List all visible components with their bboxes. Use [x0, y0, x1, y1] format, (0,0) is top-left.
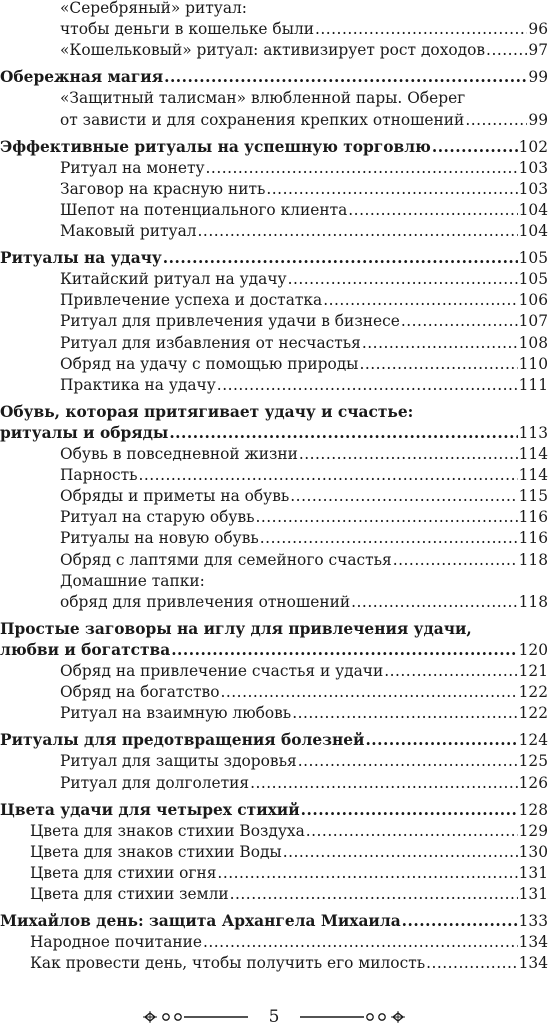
page-number: 5: [268, 1007, 280, 1027]
toc-entry-page: 134: [518, 933, 548, 952]
toc-entry-title: Обряд на привлечение счастья и удачи: [60, 662, 384, 680]
toc-section-entry: [0, 932, 548, 953]
dot-leader: [486, 40, 527, 61]
dot-leader: [290, 486, 517, 507]
toc-section-entry: [0, 221, 548, 242]
toc-entry-title: «Серебряный» ритуал:: [60, 0, 247, 17]
toc-chapter-entry: [0, 730, 548, 751]
dot-leader: [299, 444, 518, 465]
toc-entry-title: Заговор на красную нить: [60, 179, 266, 198]
toc-entry-page: 120: [518, 640, 548, 659]
toc-entry-title: Эффективные ритуалы на успешную торговлю: [0, 137, 431, 156]
toc-chapter-entry: [0, 137, 548, 158]
toc-chapter-entry: [0, 911, 548, 932]
toc-entry-title: Ритуал для избавления от несчастья: [60, 333, 361, 352]
dot-leader: [315, 19, 527, 40]
toc-entry-page: 104: [518, 200, 548, 219]
toc-section-entry: [0, 444, 548, 465]
toc-section-entry: [0, 528, 548, 549]
toc-section-entry: [0, 311, 548, 332]
toc-entry-page: 103: [518, 158, 548, 177]
toc-section-entry: [0, 661, 548, 682]
toc-entry-title: Цвета для знаков стихии Воды: [30, 842, 282, 861]
toc-section-entry: [0, 110, 548, 131]
toc-section-entry: [0, 290, 548, 311]
dot-leader: [351, 592, 517, 613]
toc-section-entry: [0, 953, 548, 974]
toc-entry-title: Домашние тапки:: [60, 571, 205, 590]
page-footer: [0, 1005, 548, 1029]
toc-entry-title: Цвета для стихии огня: [30, 863, 217, 882]
toc-section-entry: [0, 682, 548, 703]
toc-entry-page: 111: [518, 375, 548, 394]
toc-section-entry: [0, 550, 548, 571]
toc-entry-title: Цвета для знаков стихии Воздуха: [30, 821, 305, 840]
toc-entry-page: 105: [518, 249, 548, 268]
dot-leader: [283, 842, 518, 863]
toc-entry-title: обряд для привлечения отношений: [60, 592, 351, 611]
dot-leader: [163, 248, 518, 269]
toc-entry-title: Ритуал на взаимную любовь: [60, 704, 292, 723]
toc-entry-page: 118: [518, 550, 548, 569]
toc-section-entry: [0, 571, 548, 592]
toc-section-entry: [0, 465, 548, 486]
toc-entry-page: 125: [518, 752, 548, 771]
toc-entry-title: Парность: [60, 466, 138, 485]
toc-section-entry: [0, 821, 548, 842]
toc-entry-title: Маковый ритуал: [60, 222, 197, 240]
toc-chapter-entry: [0, 67, 548, 88]
toc-entry-page: 131: [518, 885, 548, 903]
toc-entry-title: Обряд на богатство: [60, 683, 220, 702]
dot-leader: [384, 661, 517, 682]
toc-section-entry: [0, 507, 548, 528]
dot-leader: [359, 354, 517, 375]
dot-leader: [230, 884, 518, 905]
toc-section-entry: [0, 884, 548, 905]
toc-entry-title: Китайский ритуал на удачу: [60, 270, 287, 289]
toc-entry-page: 96: [528, 20, 548, 39]
dot-leader: [323, 290, 517, 311]
toc-entry-page: 105: [518, 270, 548, 289]
toc-entry-title: Как провести день, чтобы получить его милость: [30, 954, 426, 973]
toc-entry-title: от зависти и для сохранения крепких отношений: [60, 110, 465, 129]
toc-section-entry: [0, 333, 548, 354]
toc-section-entry: [0, 179, 548, 200]
toc-section-entry: [0, 863, 548, 884]
toc-entry-title: Ритуалы для предотвращения болезней: [0, 731, 365, 750]
dot-leader: [164, 67, 527, 88]
dot-leader: [301, 800, 518, 821]
toc-chapter-entry: [0, 800, 548, 821]
dot-leader: [292, 703, 517, 724]
toc-chapter-entry: [0, 248, 548, 269]
toc-entry-title: Обряды и приметы на обувь: [60, 487, 290, 506]
toc-entry-page: 110: [518, 354, 548, 373]
toc-entry-title: Практика на удачу: [60, 375, 216, 394]
dot-leader: [266, 179, 517, 200]
dot-leader: [217, 863, 517, 884]
dot-leader: [203, 932, 518, 953]
toc-section-entry: [0, 88, 548, 109]
dot-leader: [401, 311, 518, 332]
toc-section-entry: [0, 19, 548, 40]
toc-entry-title: Народное почитание: [30, 933, 202, 952]
toc-entry-title: Ритуал на монету: [60, 158, 205, 177]
toc-entry-title: Ритуалы на удачу: [0, 249, 162, 268]
toc-entry-page: 103: [518, 179, 548, 198]
toc-entry-title: любви и богатства: [0, 640, 171, 659]
dot-leader: [393, 550, 518, 571]
toc-chapter-entry: [0, 402, 548, 423]
toc-entry-page: 114: [518, 466, 548, 485]
toc-entry-page: 107: [518, 312, 548, 331]
toc-entry-page: 108: [518, 333, 548, 352]
dot-leader: [426, 953, 518, 974]
toc-entry-page: 104: [518, 222, 548, 240]
toc-entry-page: 99: [528, 68, 548, 87]
toc-entry-page: 113: [518, 423, 548, 442]
toc-entry-page: 97: [528, 41, 548, 60]
toc-section-entry: [0, 773, 548, 794]
dot-leader: [221, 682, 518, 703]
toc-entry-title: Простые заговоры на иглу для привлечения удачи,: [0, 619, 472, 638]
toc-entry-page: 133: [518, 912, 548, 931]
toc-entry-title: Ритуалы на новую обувь: [60, 529, 259, 548]
toc-entry-page: 134: [518, 954, 548, 973]
toc-entry-page: 130: [518, 842, 548, 861]
dot-leader: [217, 375, 518, 396]
toc-section-entry: [0, 842, 548, 863]
dot-leader: [348, 200, 517, 221]
toc-section-entry: [0, 354, 548, 375]
dot-leader: [365, 730, 517, 751]
toc-entry-title: Ритуал для привлечения удачи в бизнесе: [60, 312, 400, 331]
toc-entry-page: 116: [518, 529, 548, 548]
toc-entry-page: 116: [518, 508, 548, 527]
dot-leader: [306, 821, 518, 842]
toc-entry-title: Ритуал для долголетия: [60, 773, 250, 792]
dot-leader: [432, 137, 518, 158]
dot-leader: [465, 110, 527, 131]
toc-entry-title: Цвета для стихии земли: [30, 885, 229, 903]
toc-entry-title: Обряд с лаптями для семейного счастья: [60, 550, 392, 569]
toc-section-entry: [0, 751, 548, 772]
toc-entry-page: 114: [518, 445, 548, 463]
dot-leader: [198, 221, 518, 242]
toc-entry-title: Обувь, которая притягивает удачу и счастье:: [0, 402, 414, 421]
toc-chapter-entry: [0, 640, 548, 661]
toc-section-entry: [0, 486, 548, 507]
toc-entry-page: 99: [528, 110, 548, 129]
toc-entry-page: 106: [518, 291, 548, 310]
toc-entry-page: 124: [518, 731, 548, 750]
toc-entry-page: 115: [518, 487, 548, 506]
toc-entry-title: Ритуал для защиты здоровья: [60, 752, 297, 771]
toc-entry-page: 122: [518, 683, 548, 702]
toc-entry-page: 128: [518, 800, 548, 819]
toc-entry-page: 126: [518, 773, 548, 792]
toc-entry-title: Шепот на потенциального клиента: [60, 200, 348, 219]
toc-entry-page: 121: [518, 662, 548, 680]
dot-leader: [362, 333, 518, 354]
toc-entry-page: 131: [518, 863, 548, 882]
toc-entry-title: Михайлов день: защита Архангела Михаила: [0, 912, 401, 931]
toc-entry-title: Обряд на удачу с помощью природы: [60, 354, 359, 373]
toc-section-entry: [0, 375, 548, 396]
dot-leader: [288, 269, 518, 290]
dot-leader: [206, 158, 518, 179]
toc-entry-title: чтобы деньги в кошельке были: [60, 20, 314, 39]
dot-leader: [256, 507, 518, 528]
dot-leader: [171, 640, 517, 661]
dot-leader: [169, 423, 517, 444]
toc-section-entry: [0, 269, 548, 290]
toc-entry-page: 102: [518, 137, 548, 156]
toc-chapter-entry: [0, 619, 548, 640]
toc-entry-page: 118: [518, 592, 548, 611]
toc-section-entry: [0, 703, 548, 724]
toc-entry-title: Ритуал на старую обувь: [60, 508, 255, 527]
toc-chapter-entry: [0, 423, 548, 444]
toc-entry-title: Обувь в повседневной жизни: [60, 445, 298, 463]
toc-section-entry: [0, 200, 548, 221]
dot-leader: [260, 528, 518, 549]
toc-entry-title: «Кошельковый» ритуал: активизирует рост доходов: [60, 41, 486, 60]
toc-entry-page: 129: [518, 821, 548, 840]
dot-leader: [402, 911, 518, 932]
toc-section-entry: [0, 40, 548, 61]
toc-entry-title: Обережная магия: [0, 68, 164, 87]
dot-leader: [139, 465, 518, 486]
toc-entry-title: Привлечение успеха и достатка: [60, 291, 323, 310]
toc-section-entry: [0, 592, 548, 613]
toc-section-entry: [0, 158, 548, 179]
dot-leader: [250, 773, 518, 794]
toc-entry-page: 122: [518, 704, 548, 723]
toc-entry-title: ритуалы и обряды: [0, 423, 169, 442]
toc-entry-title: «Защитный талисман» влюбленной пары. Оберег: [60, 89, 466, 108]
toc-section-entry: [0, 0, 548, 19]
toc-entry-title: Цвета удачи для четырех стихий: [0, 800, 300, 819]
dot-leader: [298, 751, 518, 772]
